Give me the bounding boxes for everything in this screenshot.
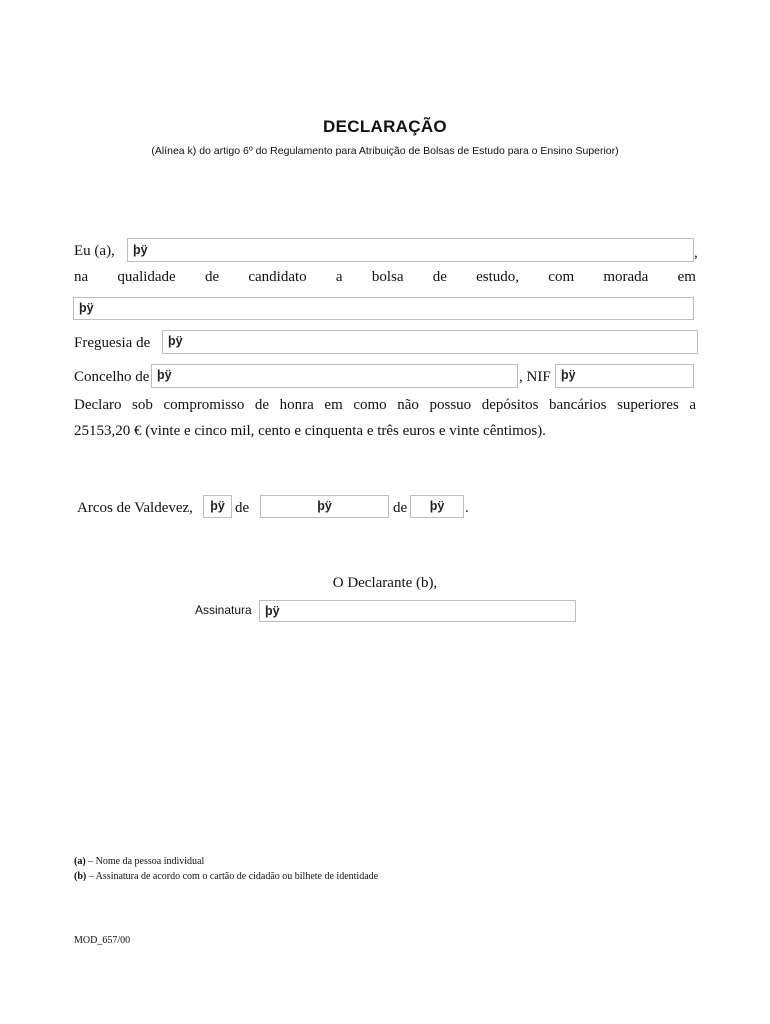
- nif-field[interactable]: þÿ: [555, 364, 694, 388]
- qualidade-word: com: [548, 269, 575, 285]
- qualidade-word: bolsa: [371, 269, 404, 285]
- footnote-a-text: – Nome da pessoa individual: [85, 856, 205, 867]
- qualidade-word: a: [335, 269, 343, 285]
- de-label-1: de: [235, 500, 250, 516]
- nif-label: , NIF: [519, 369, 551, 385]
- model-code: MOD_657/00: [74, 935, 131, 946]
- concelho-field[interactable]: þÿ: [151, 364, 518, 388]
- footnote-b-text: – Assinatura de acordo com o cartão de cidadão ou bilhete de identidade: [86, 871, 379, 882]
- qualidade-line: [74, 269, 696, 286]
- signature-field[interactable]: þÿ: [259, 600, 576, 622]
- qualidade-word: de: [204, 269, 220, 285]
- freguesia-label: Freguesia de: [74, 335, 151, 351]
- period: .: [465, 500, 469, 516]
- concelho-label: Concelho de: [74, 369, 150, 385]
- year-field[interactable]: þÿ: [410, 495, 464, 518]
- qualidade-word: candidato: [248, 269, 307, 285]
- name-field[interactable]: þÿ: [127, 238, 694, 262]
- qualidade-word: morada: [603, 269, 649, 285]
- footnote-a: [74, 855, 204, 869]
- document-subtitle: (Alínea k) do artigo 6º do Regulamento para Atribuição de Bolsas de Estudo para o Ensino Superior): [151, 145, 619, 157]
- month-field[interactable]: þÿ: [260, 495, 389, 518]
- morada-field[interactable]: þÿ: [73, 297, 694, 320]
- qualidade-word: estudo,: [476, 269, 520, 285]
- place-label: Arcos de Valdevez,: [77, 500, 193, 516]
- eu-label: Eu (a),: [74, 243, 115, 259]
- document-title: DECLARAÇÃO: [323, 117, 447, 136]
- qualidade-word: de: [432, 269, 447, 285]
- qualidade-word: qualidade: [117, 269, 176, 285]
- declaration-line-2: 25153,20 € (vinte e cinco mil, cento e cinquenta e três euros e vinte cêntimos).: [74, 423, 546, 439]
- footnote-b-key: (b): [74, 871, 87, 882]
- comma: ,: [694, 245, 698, 261]
- footnote-b: [74, 870, 378, 884]
- footnote-a-key: (a): [74, 856, 86, 867]
- day-field[interactable]: þÿ: [203, 495, 232, 518]
- assinatura-label: Assinatura: [195, 603, 252, 617]
- declarante-label: O Declarante (b),: [332, 575, 438, 591]
- declaration-line-1: Declaro sob compromisso de honra em como não possuo depósitos bancários superiores a: [74, 397, 696, 413]
- qualidade-word: na: [74, 269, 89, 285]
- freguesia-field[interactable]: þÿ: [162, 330, 698, 354]
- de-label-2: de: [393, 500, 408, 516]
- qualidade-word: em: [677, 269, 696, 285]
